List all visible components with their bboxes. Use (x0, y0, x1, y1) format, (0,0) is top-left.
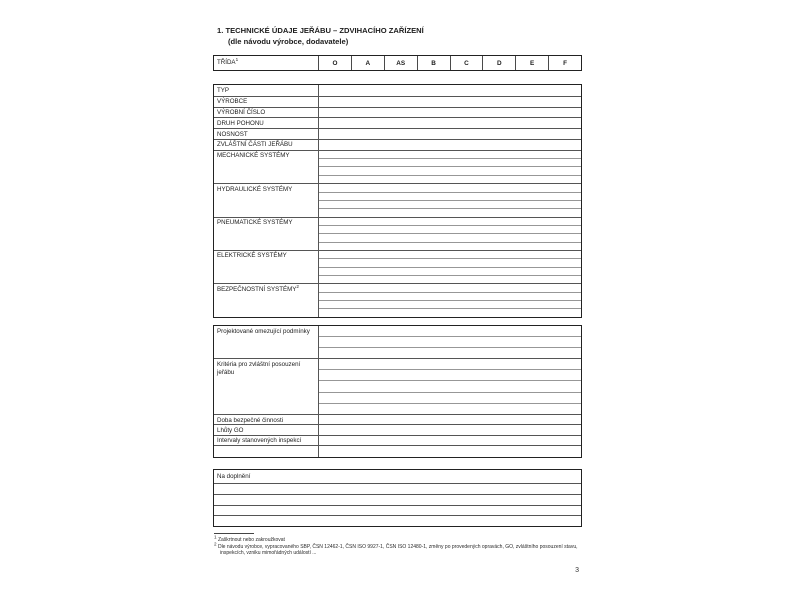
row-label (214, 446, 319, 457)
row-label-text: HYDRAULICKÉ SYSTÉMY (217, 185, 293, 193)
footnote (214, 534, 585, 544)
table-row (214, 358, 581, 414)
row-label-text: PNEUMATICKÉ SYSTÉMY (217, 219, 293, 227)
row-label-text: TYP (217, 86, 230, 94)
row-label (214, 184, 319, 216)
table-row (214, 96, 581, 107)
row-label (214, 326, 319, 358)
value-column (319, 218, 581, 250)
value-field (319, 446, 581, 457)
row-label (214, 118, 319, 128)
class-option-cell: B (418, 56, 451, 70)
row-label (214, 359, 319, 414)
value-field (319, 97, 581, 107)
value-field (319, 192, 581, 200)
supplement-empty-row (214, 505, 581, 516)
limit-conditions-table (213, 325, 582, 458)
class-option-cell: F (563, 59, 568, 67)
row-label-text: Intervaly stanovených inspekcí (217, 437, 302, 445)
technical-data-table (213, 84, 582, 318)
value-field (319, 233, 581, 241)
value-column (319, 118, 581, 128)
supplement-empty-row (214, 494, 581, 505)
footnote-text: Dle návodu výrobce, vypracovaného SBP, ČSN 12462-1, ČSN ISO 9927-1, ČSN ISO 12480-1, změny po provedených opravách, GO, zvláštního posouzení stavu, inspekcích, vzniku mimořádných událostí ... (217, 543, 578, 557)
value-field (319, 292, 581, 300)
footnote-mark: 1 (214, 534, 217, 540)
row-label-text: Doba bezpečné činnosti (217, 416, 284, 424)
row-label (214, 218, 319, 250)
page-number: 3 (575, 567, 579, 574)
value-field (319, 166, 581, 174)
supplement-header: Na doplnění (217, 472, 251, 480)
table-row (214, 183, 581, 216)
class-option-cell: AS (385, 56, 418, 70)
row-label-text: VÝROBNÍ ČÍSLO (217, 109, 266, 117)
footnote-mark: 2 (214, 540, 217, 546)
value-column (319, 436, 581, 445)
value-field (319, 108, 581, 118)
value-column (319, 359, 581, 414)
table-row (214, 414, 581, 424)
document-page (213, 0, 582, 600)
value-field (319, 336, 581, 347)
class-option-cell: D (483, 56, 516, 70)
value-field (319, 151, 581, 158)
value-field (319, 425, 581, 434)
table-row (214, 107, 581, 118)
table-row (214, 424, 581, 434)
value-field (319, 369, 581, 380)
value-field (319, 225, 581, 233)
row-label-text: Projektované omezující podmínky (217, 327, 310, 335)
value-field (319, 258, 581, 266)
row-label-text: ZVLÁŠTNÍ ČÁSTI JEŘÁBU (217, 141, 293, 149)
footnotes (214, 534, 585, 557)
value-column (319, 184, 581, 216)
value-field (319, 208, 581, 216)
value-field (319, 380, 581, 391)
value-field (319, 140, 581, 150)
row-label (214, 415, 319, 424)
row-label-text: NOSNOST (217, 130, 248, 138)
class-label-footnote-mark: 1 (235, 56, 239, 62)
value-field (319, 359, 581, 369)
value-field (319, 436, 581, 445)
value-column (319, 85, 581, 96)
value-column (319, 326, 581, 358)
value-field (319, 403, 581, 414)
value-field (319, 326, 581, 336)
table-row (214, 326, 581, 358)
row-label (214, 129, 319, 139)
value-column (319, 284, 581, 316)
value-field (319, 284, 581, 291)
class-table (213, 55, 582, 71)
table-row (214, 445, 581, 457)
value-field (319, 308, 581, 316)
row-label (214, 284, 319, 316)
row-label-text: MECHANICKÉ SYSTÉMY (217, 152, 290, 160)
table-row (214, 250, 581, 283)
value-field (319, 347, 581, 358)
row-label-text: VÝROBCE (217, 98, 248, 106)
value-column (319, 129, 581, 139)
class-option-cell: E (516, 56, 549, 70)
value-field (319, 218, 581, 225)
table-row (214, 128, 581, 139)
class-option-cell: A (352, 56, 385, 70)
footnote-text: Zaškrtnout nebo zakroužkovat (217, 537, 285, 543)
value-field (319, 415, 581, 424)
value-column (319, 251, 581, 283)
footnote-divider (214, 533, 254, 534)
table-row (214, 117, 581, 128)
row-label (214, 436, 319, 445)
value-field (319, 267, 581, 275)
value-field (319, 242, 581, 250)
row-label (214, 108, 319, 118)
row-label-footnote-mark: 2 (296, 283, 299, 289)
row-label (214, 151, 319, 183)
value-field (319, 251, 581, 258)
page-title: 1. TECHNICKÉ ÚDAJE JEŘÁBU – ZDVIHACÍHO ZAŘÍZENÍ (217, 26, 424, 35)
table-row (214, 85, 581, 96)
row-label-text: Lhůty GO (217, 426, 244, 434)
class-label-text: TŘÍDA (217, 59, 236, 66)
value-field (319, 300, 581, 308)
value-column (319, 151, 581, 183)
value-column (319, 108, 581, 118)
supplement-empty-row (214, 515, 581, 526)
value-field (319, 118, 581, 128)
row-label-text: DRUH POHONU (217, 119, 264, 127)
value-field (319, 392, 581, 403)
row-label (214, 85, 319, 96)
class-table-label (214, 56, 319, 70)
value-field (319, 158, 581, 166)
page-subtitle: (dle návodu výrobce, dodavatele) (228, 37, 349, 46)
row-label (214, 251, 319, 283)
row-label-text: Kritéria pro zvláštní posouzení jeřábu (217, 360, 301, 376)
supplement-table (213, 469, 582, 527)
table-row (214, 435, 581, 445)
value-field (319, 200, 581, 208)
value-field (319, 184, 581, 191)
value-column (319, 415, 581, 424)
value-column (319, 140, 581, 150)
table-row (214, 283, 581, 316)
value-field (319, 275, 581, 283)
value-column (319, 425, 581, 434)
table-row (214, 139, 581, 150)
row-label-text: BEZPEČNOSTNÍ SYSTÉMY (217, 285, 297, 293)
class-option-cell: C (451, 56, 484, 70)
row-label-text: ELEKTRICKÉ SYSTÉMY (217, 252, 287, 260)
table-row (214, 150, 581, 183)
row-label (214, 140, 319, 150)
row-label (214, 425, 319, 434)
value-column (319, 97, 581, 107)
row-label (214, 97, 319, 107)
value-field (319, 175, 581, 183)
table-row (214, 217, 581, 250)
supplement-empty-row (214, 483, 581, 494)
value-field (319, 85, 581, 96)
class-option-cell: O (319, 56, 352, 70)
value-field (319, 129, 581, 139)
value-column (319, 446, 581, 457)
